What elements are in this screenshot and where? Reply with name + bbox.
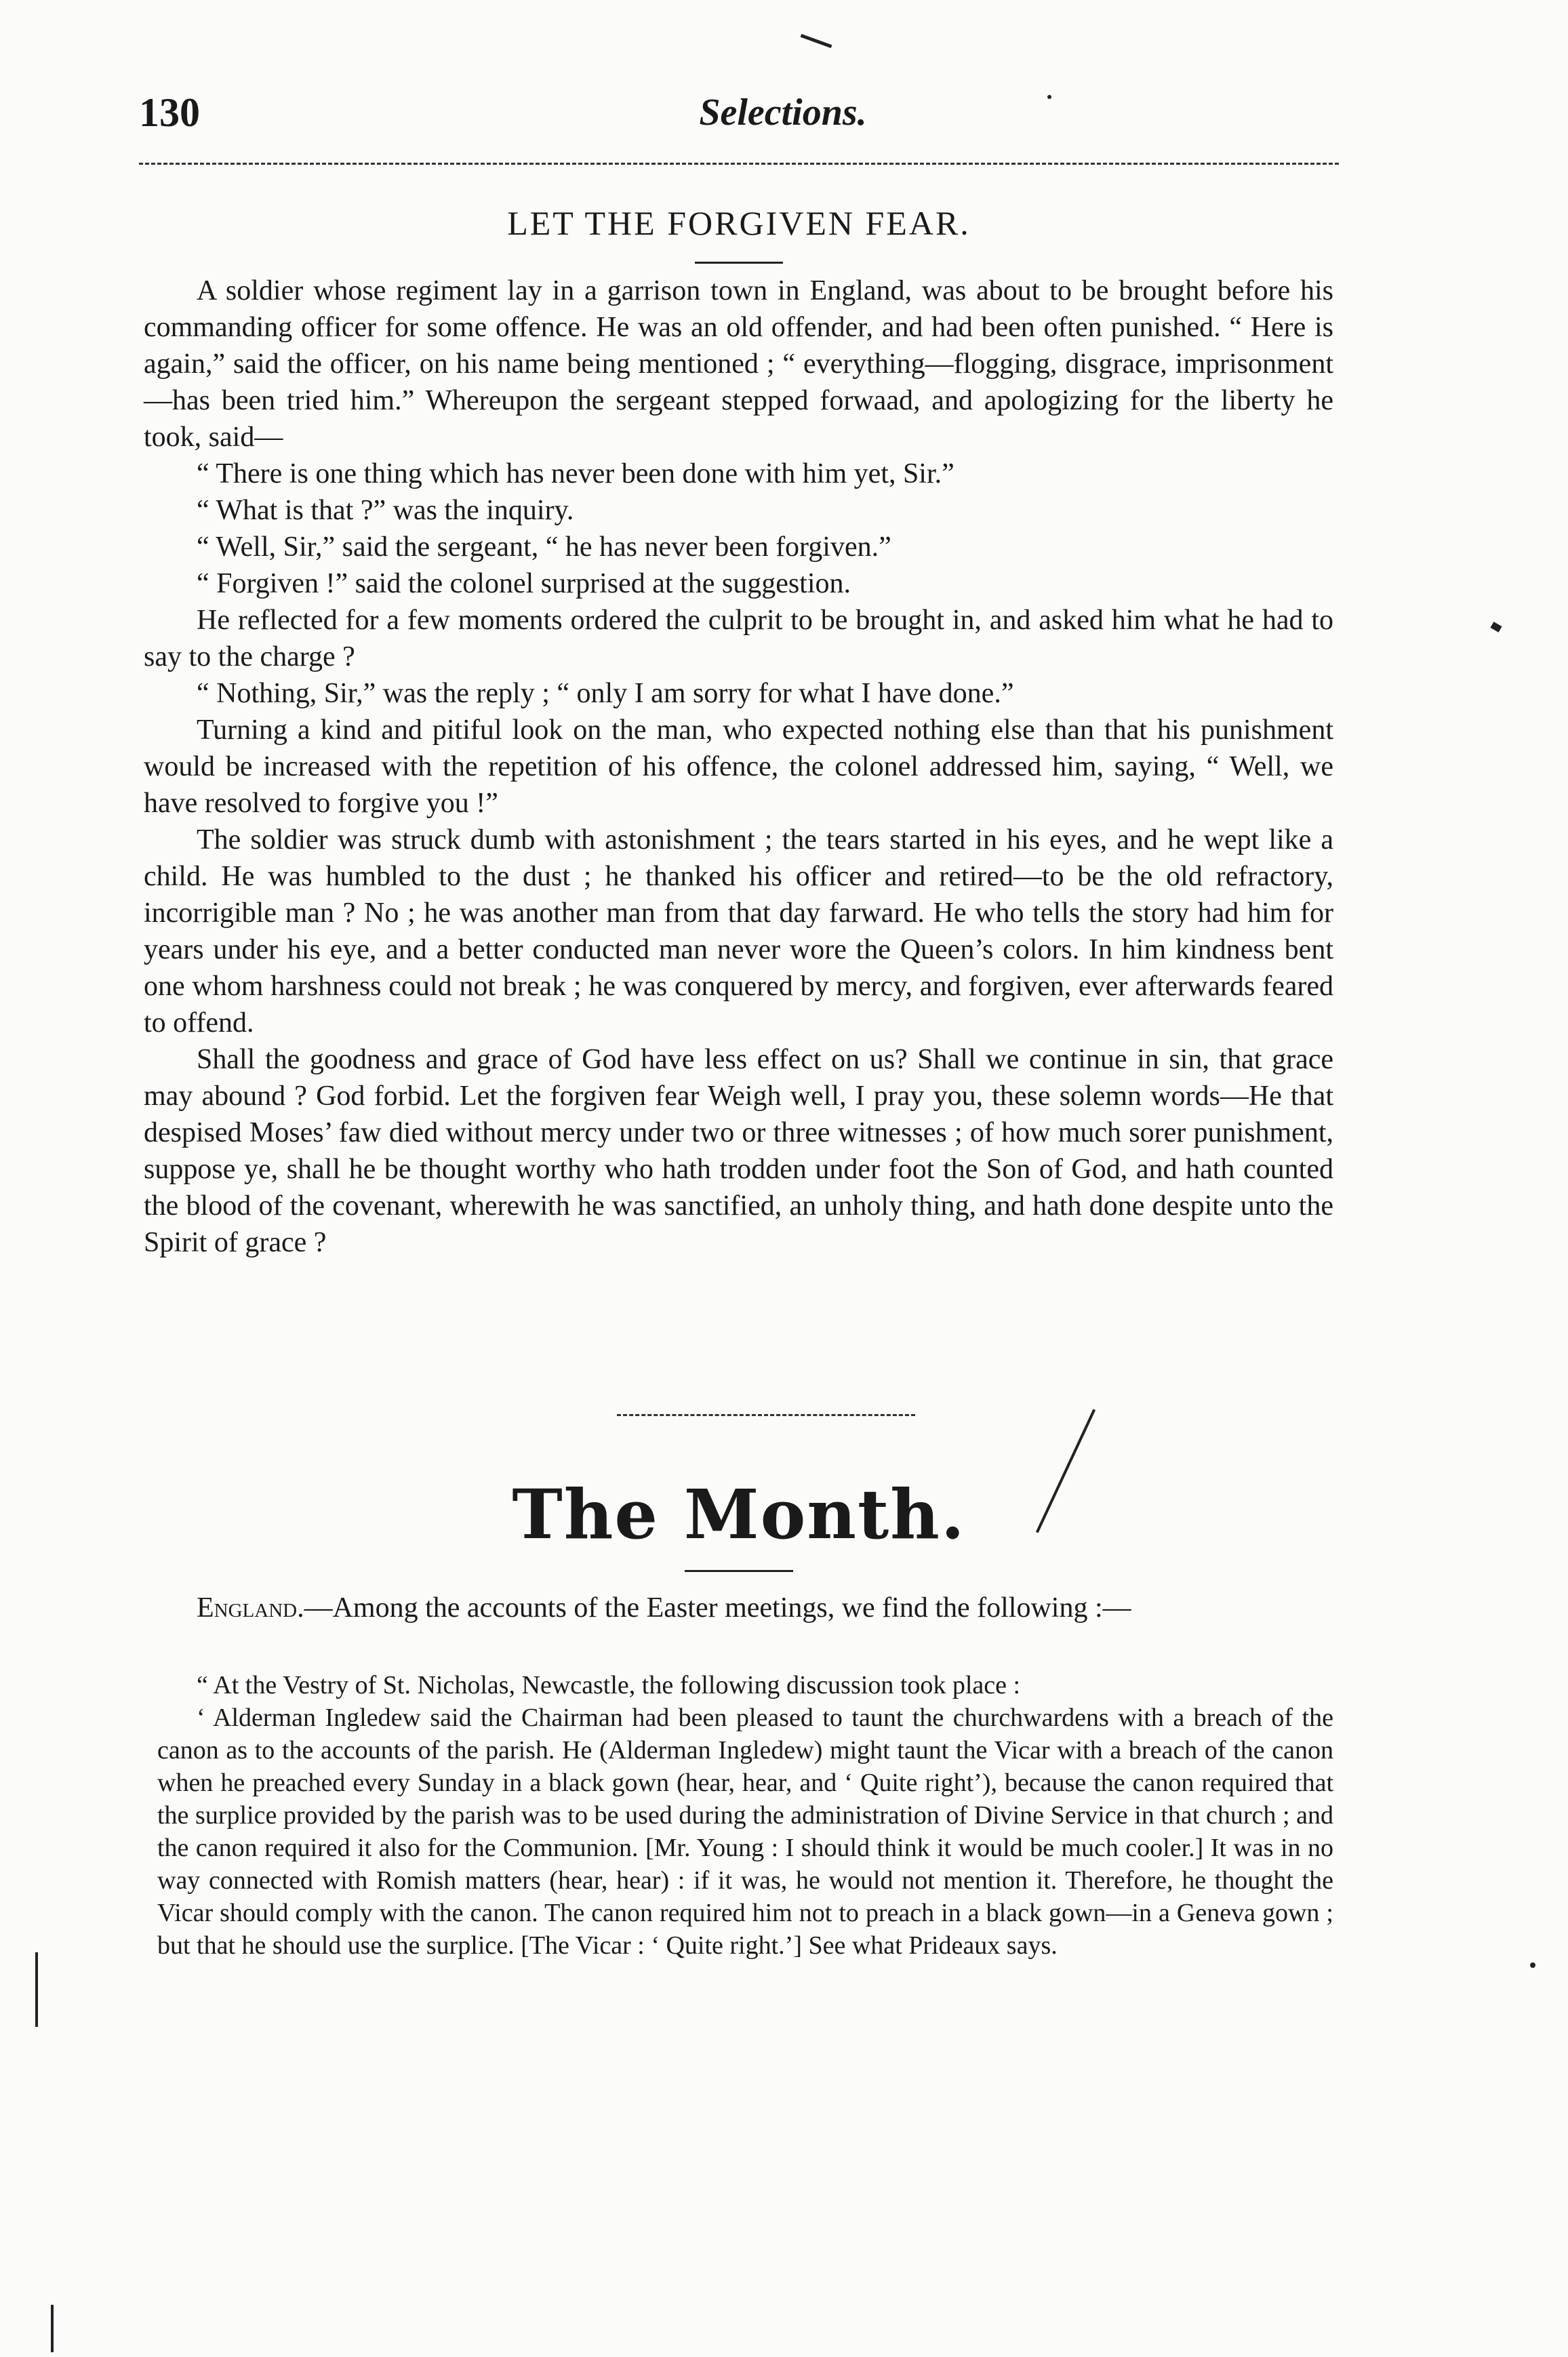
intro-text: —Among the accounts of the Easter meetings, we find the following :—	[304, 1592, 1131, 1624]
ink-mark	[35, 1952, 38, 2027]
quote-paragraph: ‘ Alderman Ingledew said the Chairman had been pleased to taunt the churchwardens with a breach of the canon as to the accounts of the parish. He (Alderman Ingledew) might taunt the Vicar with a breach of the canon when he preached every Sunday in a black gown (hear, hear, and ‘ Quite right’), because the canon required that the surplice provided by the parish was to be used during the administration of Divine Service in that church ; and the canon required it also for the Communion. [Mr. Young : I should think it would be much cooler.] It was in no way connected with Romish matters (hear, hear) : if it was, he would not mention it. Therefore, he thought the Vicar should comply with the canon. The canon required him not to preach in a black gown—in a Geneva gown ; but that he should use the surplice. [The Vicar : ‘ Quite right.’] See what Prideaux says.	[157, 1704, 1333, 1960]
ink-mark	[1530, 1962, 1535, 1968]
article-title: LET THE FORGIVEN FEAR.	[507, 204, 971, 242]
article-paragraph: “ There is one thing which has never been done with him yet, Sir.”	[197, 458, 954, 489]
running-head: Selections.	[699, 92, 867, 134]
article-paragraph: He reflected for a few moments ordered the culprit to be brought in, and asked him what he had to say to the charge ?	[144, 605, 1333, 672]
article-paragraph: Turning a kind and pitiful look on the man, who expected nothing else than that his punishment would be increased with the repetition of his offence, the colonel addressed him, saying, “ Well, we have resolved to forgive you !”	[144, 714, 1333, 819]
title-rule	[695, 262, 783, 264]
quote-paragraph: “ At the Vestry of St. Nicholas, Newcastle, the following discussion took place :	[197, 1671, 1021, 1699]
section-title: The Month.	[512, 1474, 966, 1554]
ink-mark	[1490, 622, 1502, 632]
article-paragraph: Shall the goodness and grace of God have less effect on us? Shall we continue in sin, that grace may abound ? God forbid. Let the forgiven fear Weigh well, I pray you, these solemn words—He that despised Moses’ faw died without mercy under two or three witnesses ; of how much sorer punishment, suppose ye, shall he be thought worthy who hath trodden under foot the Son of God, and hath counted the blood of the covenant, wherewith he was sanctified, an unholy thing, and hath done despite unto the Spirit of grace ?	[144, 1044, 1333, 1258]
section-divider	[617, 1414, 915, 1416]
article-paragraph: “ Well, Sir,” said the sergeant, “ he has never been forgiven.”	[197, 531, 891, 563]
article-paragraph: “ Nothing, Sir,” was the reply ; “ only I am sorry for what I have done.”	[197, 678, 1014, 709]
ink-mark	[51, 2305, 54, 2352]
intro-lead: England.	[197, 1592, 304, 1624]
page-header	[139, 89, 1427, 144]
article-paragraph: The soldier was struck dumb with astonishment ; the tears started in his eyes, and he wept like a child. He was humbled to the dust ; he thanked his officer and retired—to be the old refractory, incorrigible man ? No ; he was another man from that day farward. He who tells the story had him for years under his eye, and a better conducted man never wore the Queen’s colors. In him kindness bent one whom harshness could not break ; he was conquered by mercy, and forgiven, ever afterwards feared to offend.	[144, 824, 1333, 1039]
article-paragraph: “ What is that ?” was the inquiry.	[197, 495, 574, 526]
page-number: 130	[139, 90, 200, 135]
article-paragraph: “ Forgiven !” said the colonel surprised at the suggestion.	[197, 568, 851, 599]
article-body	[144, 273, 1333, 1261]
intro-paragraph	[144, 1590, 1333, 1626]
section-title-rule	[685, 1570, 793, 1572]
month-intro	[144, 1590, 1333, 1626]
article-paragraph: A soldier whose regiment lay in a garrison town in England, was about to be brought before his commanding officer for some offence. He was an old offender, and had been often punished. “ Here is again,” said the officer, on his name being mentioned ; “ everything—flogging, disgrace, imprisonment—has been tried him.” Whereupon the sergeant stepped forwaad, and apologizing for the liberty he took, said—	[144, 275, 1333, 453]
quoted-report	[157, 1669, 1333, 1962]
ink-mark	[801, 34, 832, 48]
header-rule	[139, 163, 1339, 165]
